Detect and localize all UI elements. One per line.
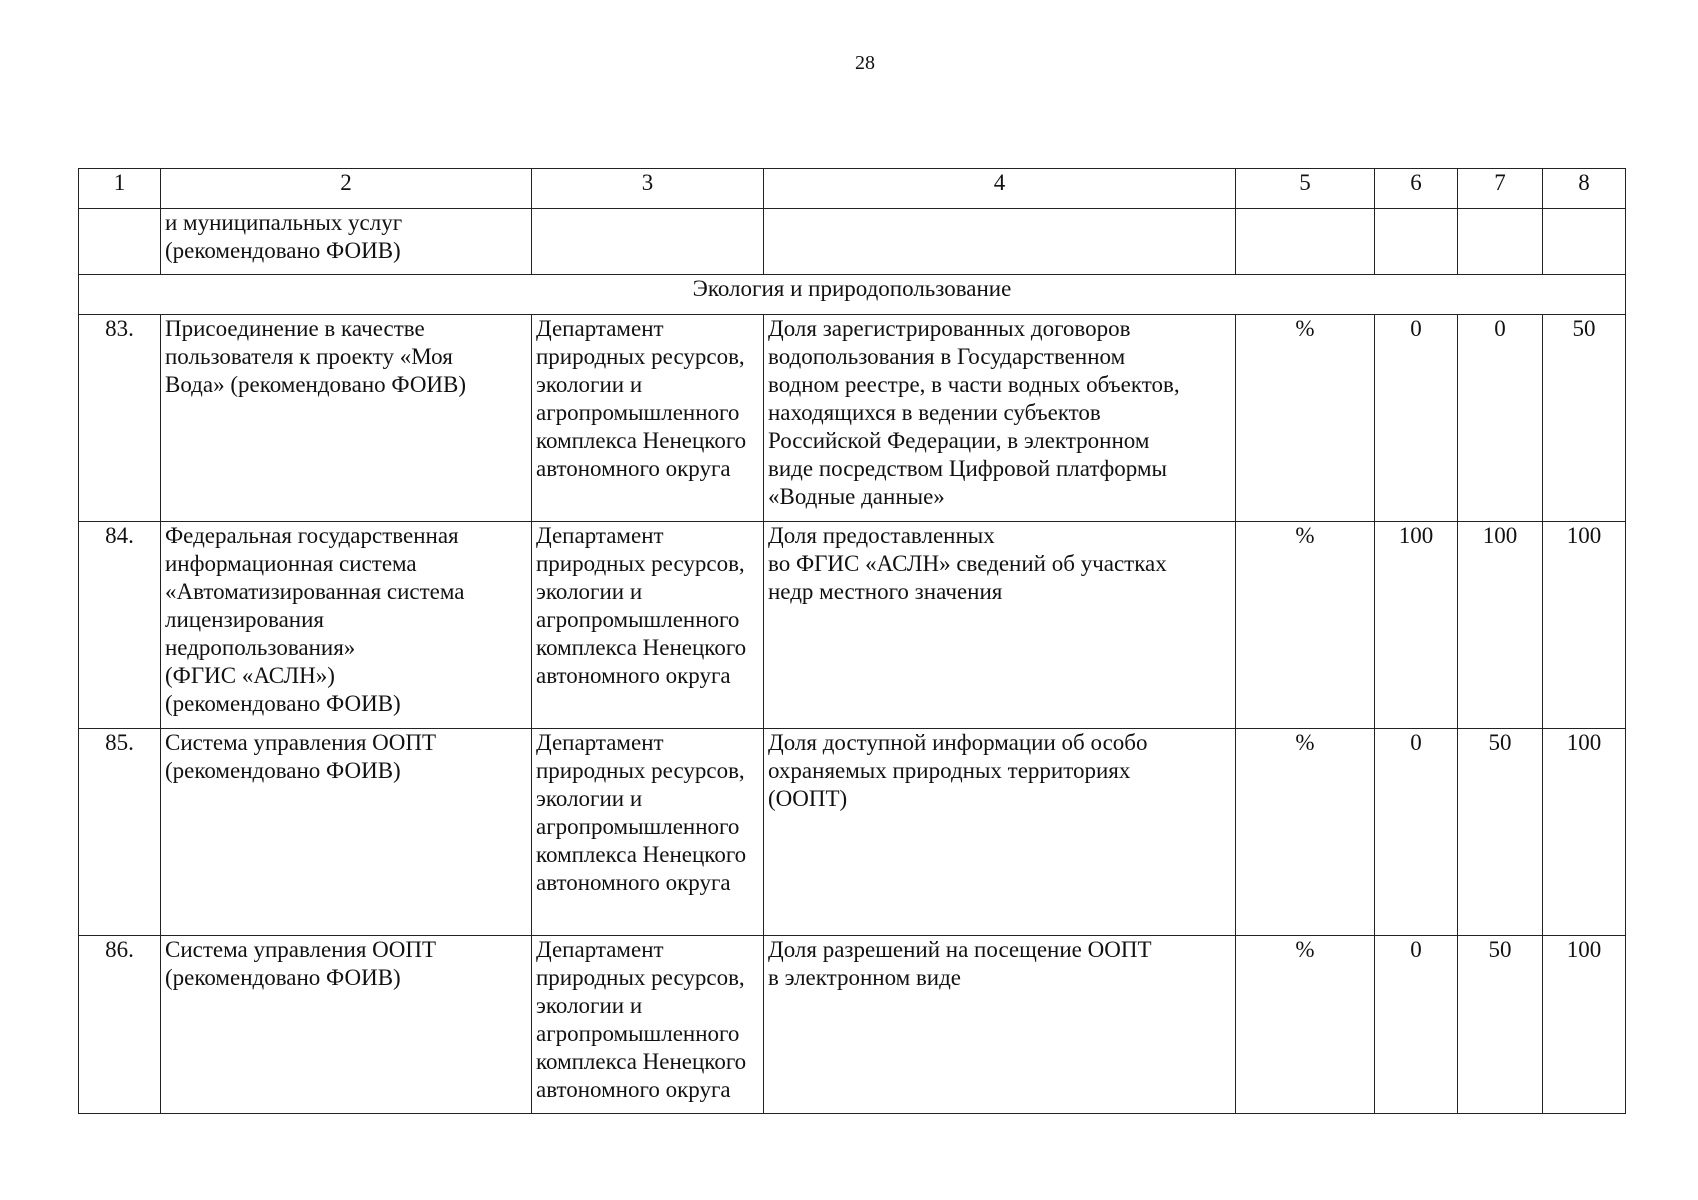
- value-col7: 50: [1458, 729, 1543, 936]
- unit: %: [1236, 936, 1375, 1114]
- system-name: Система управления ООПТ (рекомендовано ФОИВ): [161, 936, 532, 1114]
- value-col6: 0: [1375, 729, 1458, 936]
- table-row: [79, 936, 1626, 1114]
- value-col7: 100: [1458, 522, 1543, 729]
- row-number: 85.: [79, 729, 161, 936]
- page-number: 28: [855, 52, 875, 74]
- indicator: Доля зарегистрированных договоров водопользования в Государственном водном реестре, в части водных объектов, находящихся в ведении субъектов Российской Федерации, в электронном виде посредством Цифровой платформы «Водные данные»: [764, 315, 1236, 522]
- table-header-row: [79, 169, 1626, 209]
- header-cell: 3: [532, 169, 764, 209]
- name-cell: и муниципальных услуг (рекомендовано ФОИВ): [161, 209, 532, 275]
- indicators-table: [78, 168, 1626, 1114]
- header-cell: 2: [161, 169, 532, 209]
- num-cell: [79, 209, 161, 275]
- table-row: [79, 729, 1626, 936]
- department: Департамент природных ресурсов, экологии и агропромышленного комплекса Ненецкого автономного округа: [532, 315, 764, 522]
- system-name: Система управления ООПТ (рекомендовано ФОИВ): [161, 729, 532, 936]
- value-col8: 100: [1543, 522, 1626, 729]
- row-number: 83.: [79, 315, 161, 522]
- department: Департамент природных ресурсов, экологии и агропромышленного комплекса Ненецкого автономного округа: [532, 522, 764, 729]
- department: Департамент природных ресурсов, экологии и агропромышленного комплекса Ненецкого автономного округа: [532, 936, 764, 1114]
- indicator: Доля разрешений на посещение ООПТ в электронном виде: [764, 936, 1236, 1114]
- value-col7: 0: [1458, 315, 1543, 522]
- table-row: [79, 315, 1626, 522]
- row-number: 86.: [79, 936, 161, 1114]
- header-cell: 1: [79, 169, 161, 209]
- continuation-row: [79, 209, 1626, 275]
- value-cell: [1375, 209, 1458, 275]
- indicator: Доля доступной информации об особо охраняемых природных территориях (ООПТ): [764, 729, 1236, 936]
- header-cell: 4: [764, 169, 1236, 209]
- value-col6: 100: [1375, 522, 1458, 729]
- table-row: [79, 522, 1626, 729]
- value-col8: 100: [1543, 936, 1626, 1114]
- value-col7: 50: [1458, 936, 1543, 1114]
- value-col6: 0: [1375, 936, 1458, 1114]
- indicator-cell: [764, 209, 1236, 275]
- header-cell: 6: [1375, 169, 1458, 209]
- section-title: Экология и природопользование: [79, 275, 1626, 315]
- header-cell: 7: [1458, 169, 1543, 209]
- unit: %: [1236, 315, 1375, 522]
- dept-cell: [532, 209, 764, 275]
- unit-cell: [1236, 209, 1375, 275]
- row-number: 84.: [79, 522, 161, 729]
- unit: %: [1236, 522, 1375, 729]
- header-cell: 5: [1236, 169, 1375, 209]
- indicator: Доля предоставленных во ФГИС «АСЛН» сведений об участках недр местного значения: [764, 522, 1236, 729]
- value-col8: 50: [1543, 315, 1626, 522]
- department: Департамент природных ресурсов, экологии и агропромышленного комплекса Ненецкого автономного округа: [532, 729, 764, 936]
- value-col8: 100: [1543, 729, 1626, 936]
- section-row: [79, 275, 1626, 315]
- system-name: Федеральная государственная информационная система «Автоматизированная система лицензирования недропользования» (ФГИС «АСЛН») (рекомендовано ФОИВ): [161, 522, 532, 729]
- header-cell: 8: [1543, 169, 1626, 209]
- system-name: Присоединение в качестве пользователя к проекту «Моя Вода» (рекомендовано ФОИВ): [161, 315, 532, 522]
- unit: %: [1236, 729, 1375, 936]
- value-cell: [1458, 209, 1543, 275]
- value-col6: 0: [1375, 315, 1458, 522]
- value-cell: [1543, 209, 1626, 275]
